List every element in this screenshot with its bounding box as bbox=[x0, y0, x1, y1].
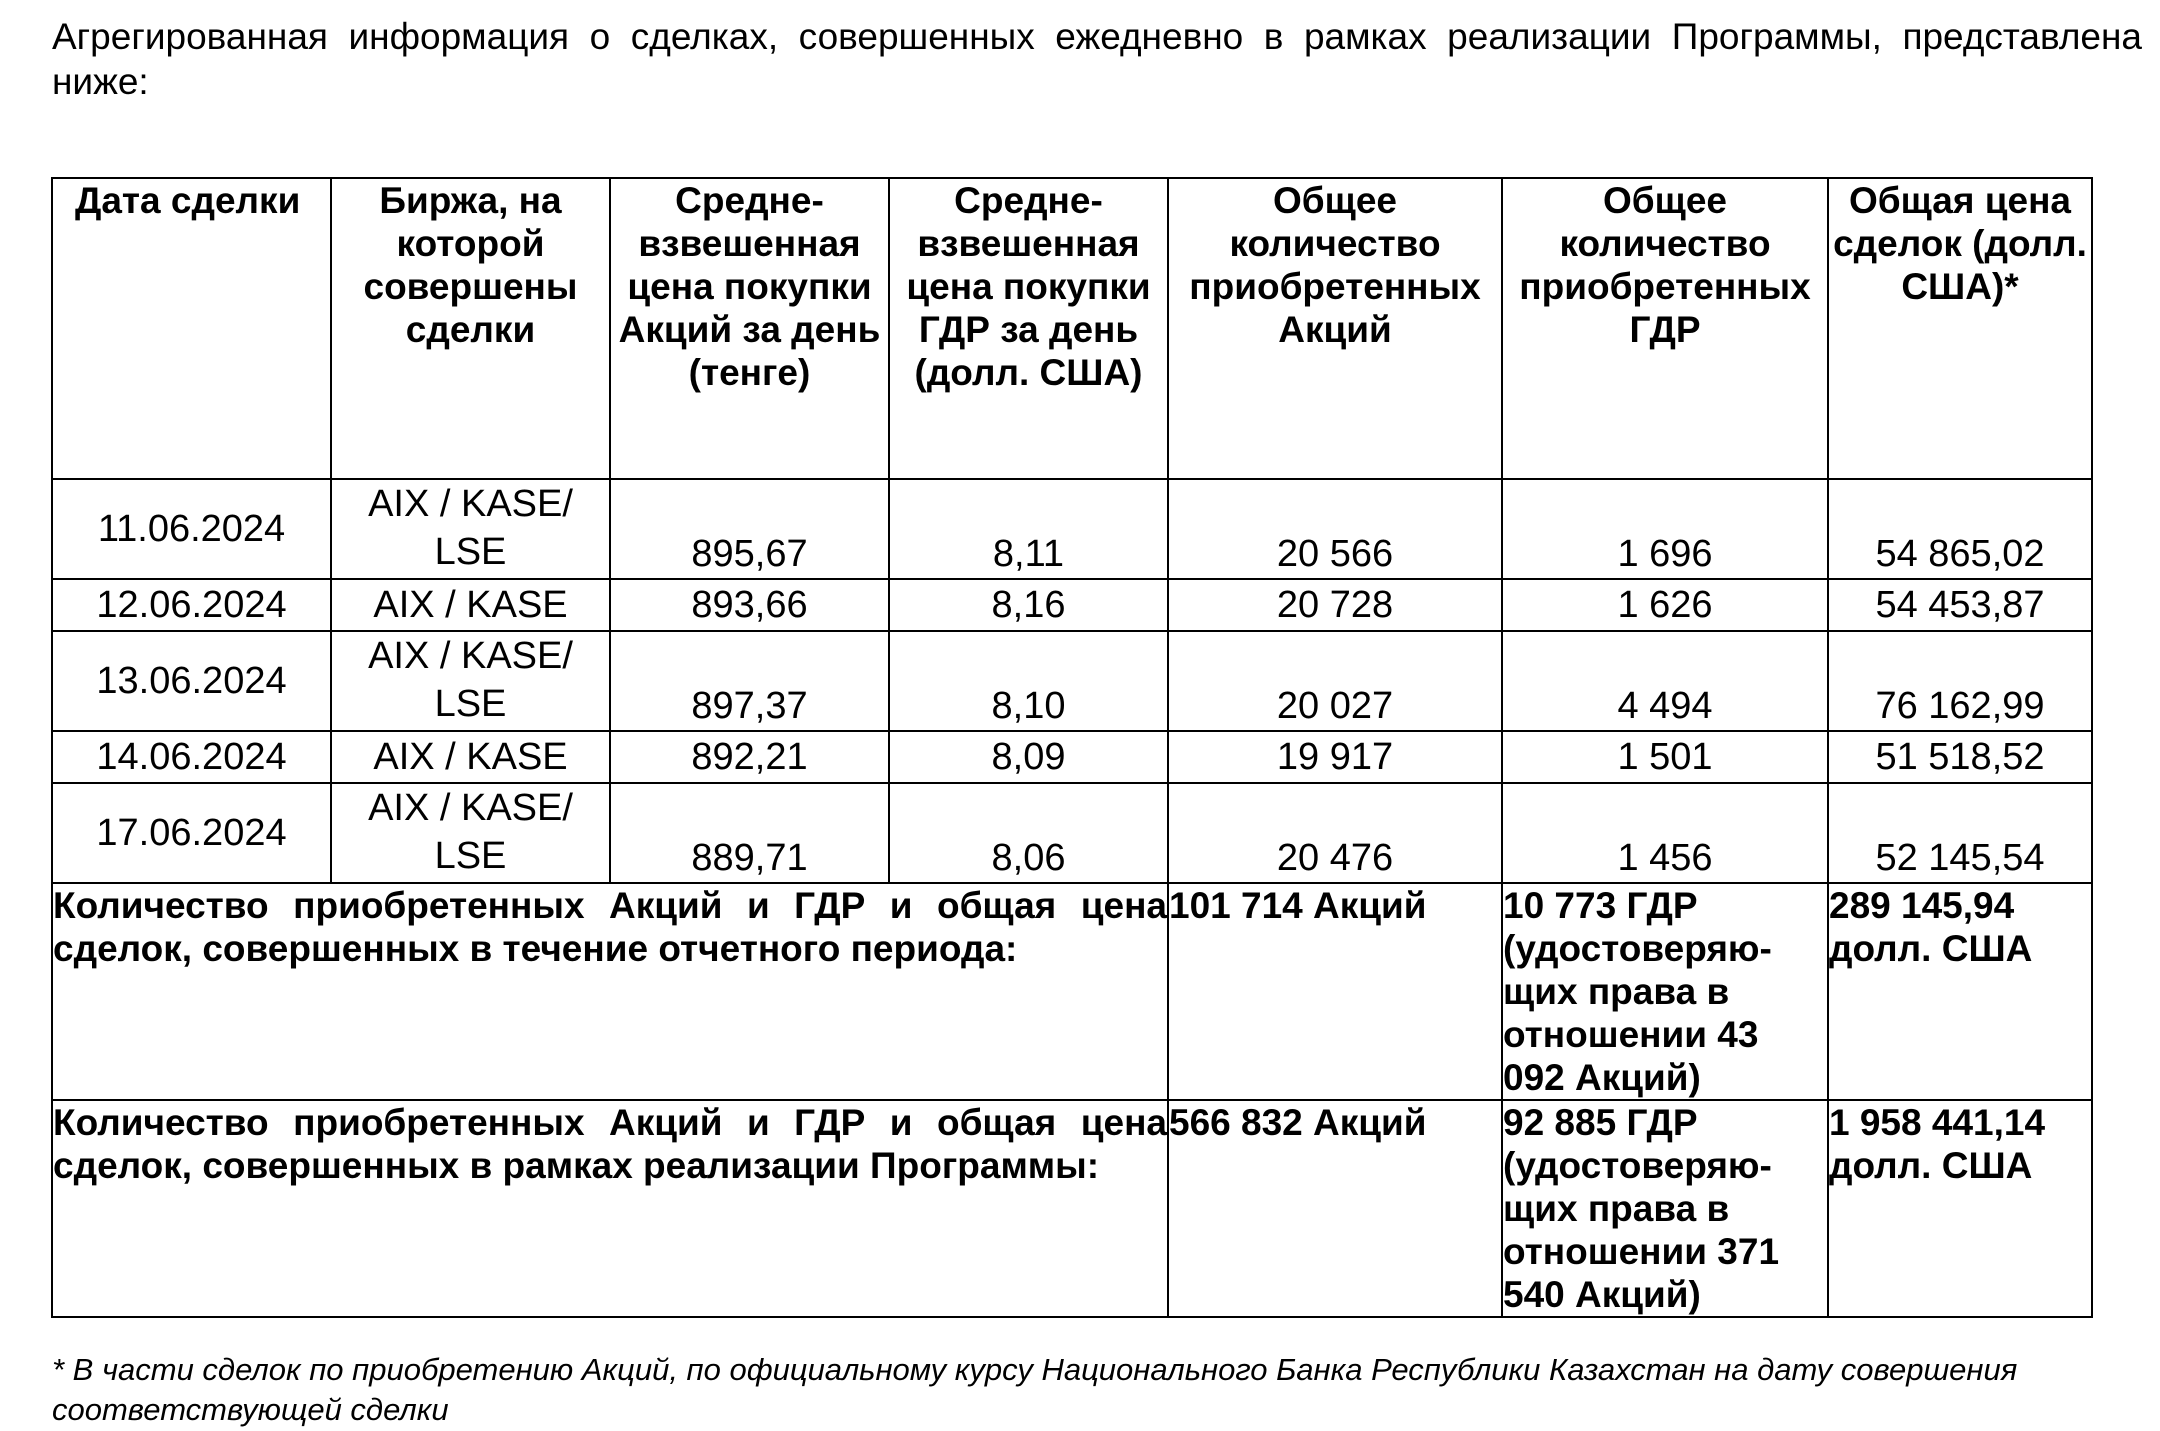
row-gdrs: 1 696 bbox=[1502, 479, 1828, 579]
period-total-shares: 101 714 Акций bbox=[1168, 883, 1502, 1100]
row-shares: 20 027 bbox=[1168, 631, 1502, 731]
row-gdr-price: 8,11 bbox=[889, 479, 1168, 579]
row-date: 17.06.2024 bbox=[52, 783, 331, 883]
header-total-price: Общая цена сделок (долл. США)* bbox=[1828, 178, 2092, 479]
table-row bbox=[52, 479, 2092, 579]
row-total: 51 518,52 bbox=[1828, 731, 2092, 783]
row-gdr-price: 8,10 bbox=[889, 631, 1168, 731]
row-share-price: 897,37 bbox=[610, 631, 889, 731]
row-share-price: 893,66 bbox=[610, 579, 889, 631]
intro-paragraph: Агрегированная информация о сделках, совершенных ежедневно в рамках реализации Программы, представлена ниже: bbox=[52, 16, 2142, 102]
row-date: 14.06.2024 bbox=[52, 731, 331, 783]
table-row bbox=[52, 579, 2092, 631]
row-shares: 19 917 bbox=[1168, 731, 1502, 783]
deals-table bbox=[51, 177, 2093, 1318]
period-total-gdrs: 10 773 ГДР (удостоверяю-щих права в отношении 43 092 Акций) bbox=[1502, 883, 1828, 1100]
row-gdrs: 1 626 bbox=[1502, 579, 1828, 631]
row-date: 11.06.2024 bbox=[52, 479, 331, 579]
row-date: 12.06.2024 bbox=[52, 579, 331, 631]
period-total-row bbox=[52, 883, 2092, 1100]
program-total-label: Количество приобретенных Акций и ГДР и общая цена сделок, совершенных в рамках реализации Программы: bbox=[52, 1100, 1168, 1317]
row-gdr-price: 8,06 bbox=[889, 783, 1168, 883]
table-header-row bbox=[52, 178, 2092, 479]
row-gdrs: 1 456 bbox=[1502, 783, 1828, 883]
row-gdrs: 1 501 bbox=[1502, 731, 1828, 783]
header-gdr-price: Средне-взвешенная цена покупки ГДР за день (долл. США) bbox=[889, 178, 1168, 479]
header-shares-count: Общее количество приобретенных Акций bbox=[1168, 178, 1502, 479]
row-gdrs: 4 494 bbox=[1502, 631, 1828, 731]
table-row bbox=[52, 631, 2092, 731]
table-row bbox=[52, 783, 2092, 883]
row-shares: 20 728 bbox=[1168, 579, 1502, 631]
table-row bbox=[52, 731, 2092, 783]
row-gdr-price: 8,09 bbox=[889, 731, 1168, 783]
row-share-price: 895,67 bbox=[610, 479, 889, 579]
row-exchange: AIX / KASE bbox=[331, 579, 610, 631]
row-share-price: 892,21 bbox=[610, 731, 889, 783]
header-exchange: Биржа, на которой совершены сделки bbox=[331, 178, 610, 479]
program-total-price: 1 958 441,14 долл. США bbox=[1828, 1100, 2092, 1317]
row-shares: 20 566 bbox=[1168, 479, 1502, 579]
row-total: 76 162,99 bbox=[1828, 631, 2092, 731]
row-total: 52 145,54 bbox=[1828, 783, 2092, 883]
program-total-row bbox=[52, 1100, 2092, 1317]
row-total: 54 453,87 bbox=[1828, 579, 2092, 631]
header-share-price: Средне-взвешенная цена покупки Акций за день (тенге) bbox=[610, 178, 889, 479]
row-date: 13.06.2024 bbox=[52, 631, 331, 731]
row-gdr-price: 8,16 bbox=[889, 579, 1168, 631]
header-date: Дата сделки bbox=[52, 178, 331, 479]
row-exchange: AIX / KASE/ LSE bbox=[331, 631, 610, 731]
period-total-price: 289 145,94 долл. США bbox=[1828, 883, 2092, 1100]
program-total-shares: 566 832 Акций bbox=[1168, 1100, 1502, 1317]
header-gdr-count: Общее количество приобретенных ГДР bbox=[1502, 178, 1828, 479]
row-exchange: AIX / KASE bbox=[331, 731, 610, 783]
row-share-price: 889,71 bbox=[610, 783, 889, 883]
row-total: 54 865,02 bbox=[1828, 479, 2092, 579]
row-shares: 20 476 bbox=[1168, 783, 1502, 883]
row-exchange: AIX / KASE/ LSE bbox=[331, 783, 610, 883]
program-total-gdrs: 92 885 ГДР (удостоверяю-щих права в отношении 371 540 Акций) bbox=[1502, 1100, 1828, 1317]
footnote: * В части сделок по приобретению Акций, по официальному курсу Национального Банка Республики Казахстан на дату совершения соответствующей сделки bbox=[52, 1352, 2018, 1427]
row-exchange: AIX / KASE/ LSE bbox=[331, 479, 610, 579]
period-total-label: Количество приобретенных Акций и ГДР и общая цена сделок, совершенных в течение отчетного периода: bbox=[52, 883, 1168, 1100]
